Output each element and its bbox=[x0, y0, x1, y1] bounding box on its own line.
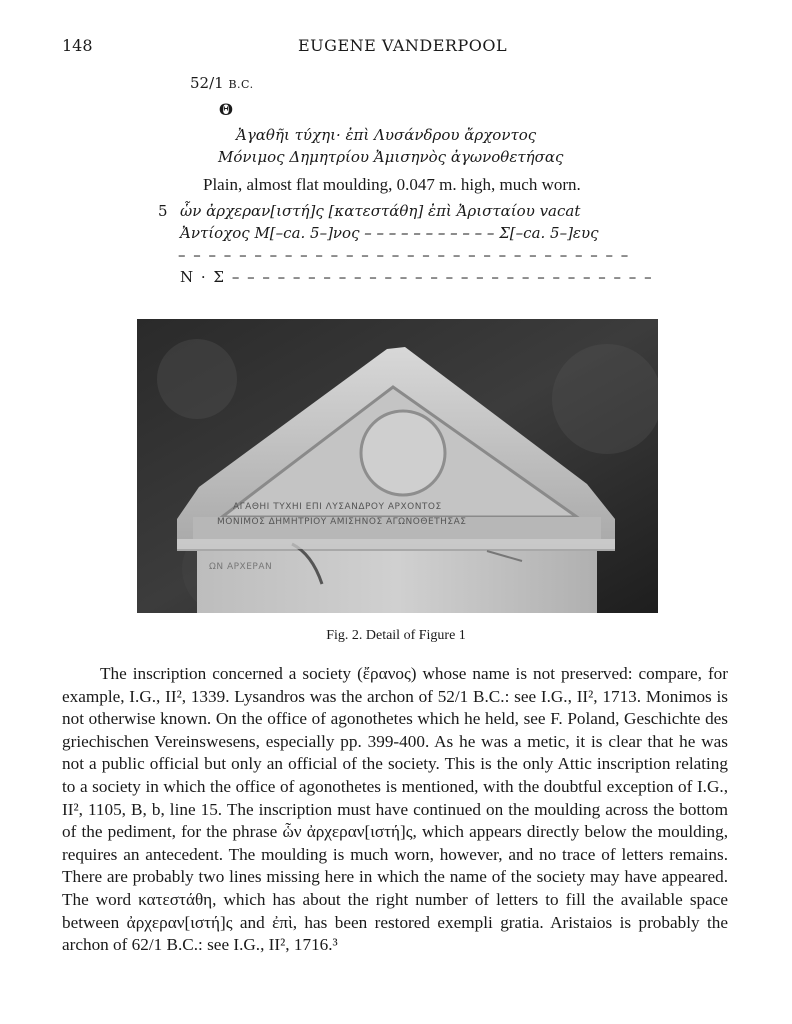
running-head: EUGENE VANDERPOOL bbox=[298, 36, 508, 55]
stele-photo-illustration bbox=[137, 319, 658, 613]
moulding-note: Plain, almost flat moulding, 0.047 m. high, much worn. bbox=[203, 175, 581, 194]
figure-caption: Fig. 2. Detail of Figure 1 bbox=[326, 628, 466, 643]
lacuna-dash-row: – – – – – – – – – – – – – – – – – – – – – – – – – – – – – – bbox=[178, 246, 630, 264]
inscription-line-6: Ἀντίοχος Μ[–ca. 5–]νος – – – – – – – – – – – Σ[–ca. 5–]ευς bbox=[180, 224, 599, 242]
stele-shaft bbox=[197, 551, 597, 613]
stone-text-1: ΑΓΑΘΗΙ ΤΥΧΗΙ ΕΠΙ ΛΥΣΑΝΔΡΟΥ ΑΡΧΟΝΤΟΣ bbox=[233, 502, 442, 512]
pediment-shield bbox=[361, 411, 445, 495]
stone-text-3: ΩΝ ΑΡΧΕΡΑΝ bbox=[209, 562, 273, 572]
figure-photo bbox=[137, 319, 658, 613]
inscription-line-2: Μόνιμος Δημητρίου Ἀμισηνὸς ἀγωνοθετήσας bbox=[218, 148, 564, 166]
line-number-5: 5 bbox=[158, 202, 168, 220]
inscription-line-5: ὧν ἀρχεραν[ιστή]ς [κατεστάθη] ἐπὶ Ἀρισταίου vacat bbox=[180, 202, 581, 220]
date-era: B.C. bbox=[228, 78, 254, 91]
body-paragraph: The inscription concerned a society (ἔρανος) whose name is not preserved: compare, for example, I.G., II², 1339. Lysandros was the archon of 52/1 B.C.: see I.G., II², 1713. Monimos is not otherwise known. On the office of agonothetes which he held, see F. Poland, Geschichte des griechischen Vereinswesens, especially pp. 399-400. As he was a metic, it is clear that he was not a public official but only an official of the society. This is the only Attic inscription relating to a society in which the office of agonothetes is mentioned, with the doubtful exception of I.G., II², 1105, B, b, line 15. The inscription must have continued on the moulding across the bottom of the pediment, for the phrase ὧν ἀρχεραν[ιστή]ς, which appears directly below the moulding, requires an antecedent. The moulding is much worn, however, and no trace of letters remains. There are probably two lines missing here in which the name of the society may have appeared. The word κατεστάθη, which has about the right number of letters to fill the available space between ἀρχεραν[ιστή]ς and ἐπὶ, has been restored exempli gratia. Aristaios is probably the archon of 62/1 B.C.: see I.G., II², 1716.³ bbox=[62, 664, 728, 955]
last-row-dashes: – – – – – – – – – – – – – – – – – – – – – – – – – – – – bbox=[231, 268, 654, 286]
inscription-date bbox=[190, 74, 254, 92]
page-number: 148 bbox=[62, 36, 93, 55]
date-year: 52/1 bbox=[190, 74, 224, 92]
theta-symbol: Θ bbox=[219, 100, 233, 119]
inscription-line-1: Ἀγαθῆι τύχηι· ἐπὶ Λυσάνδρου ἄρχοντος bbox=[236, 126, 537, 144]
stone-text-2: ΜΟΝΙΜΟΣ ΔΗΜΗΤΡΙΟΥ ΑΜΙΣΗΝΟΣ ΑΓΩΝΟΘΕΤΗΣΑΣ bbox=[217, 517, 467, 527]
body-text bbox=[62, 663, 728, 957]
lacuna-last-row bbox=[180, 268, 653, 286]
last-row-prefix: Ν · Σ bbox=[180, 268, 226, 286]
